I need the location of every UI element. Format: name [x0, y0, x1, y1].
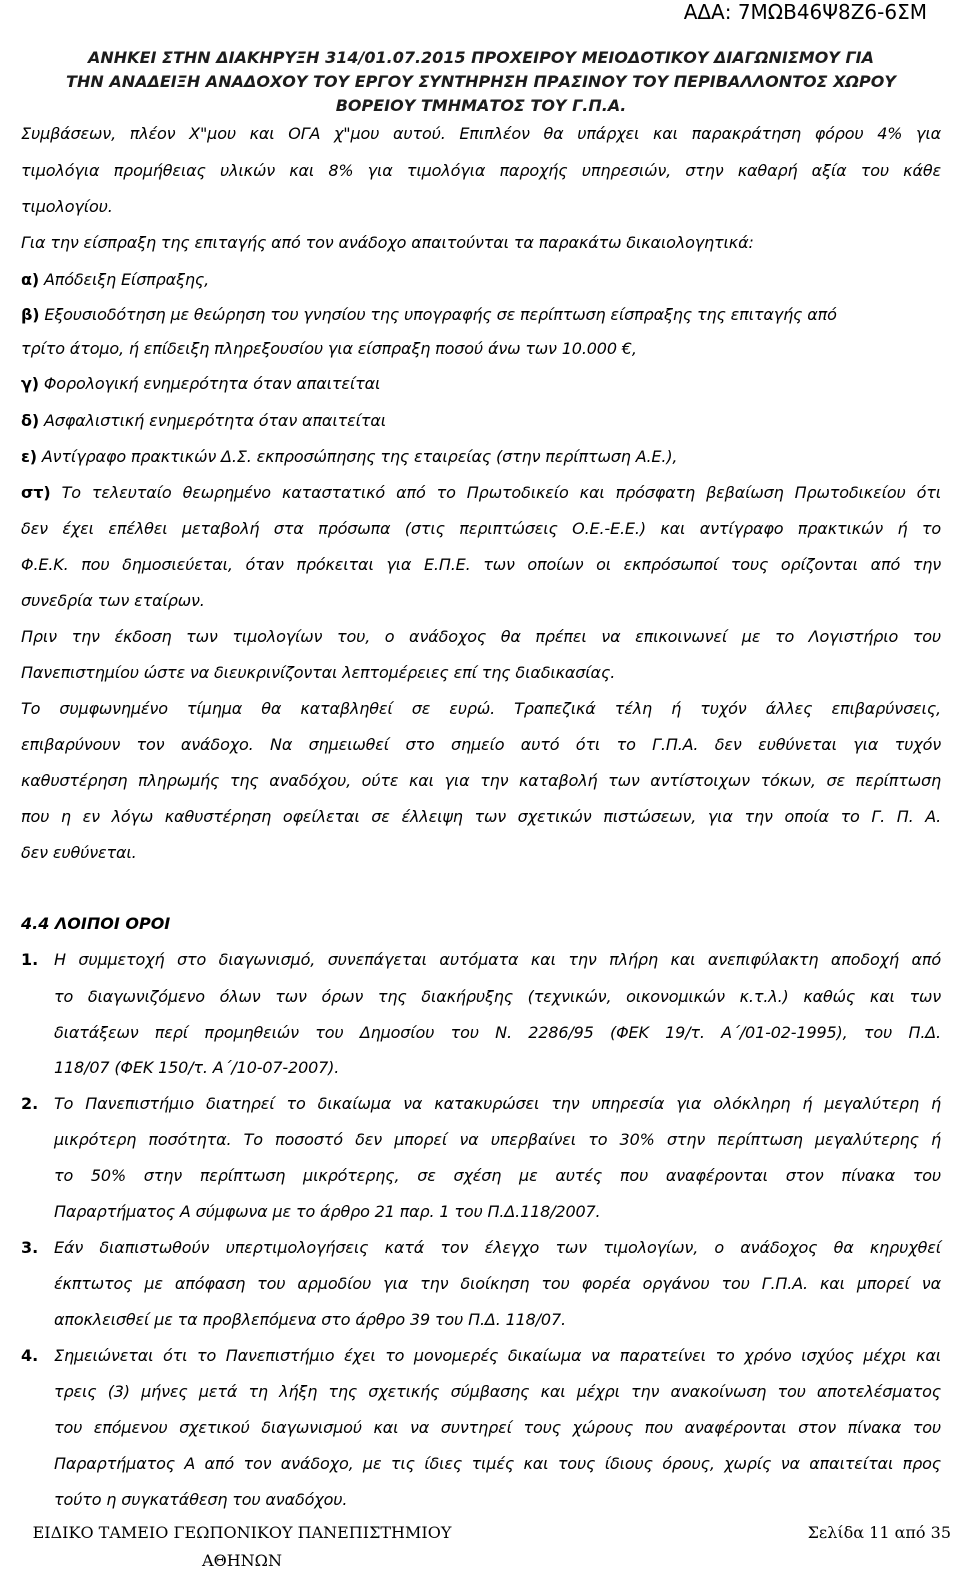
item-line: του επόμενου σχετικού διαγωνισμού και να συντηρεί τους χώρους που αναφέρονται στον πίνακα του [54, 1418, 941, 1437]
header-line-1: ΑΝΗΚΕΙ ΣΤΗΝ ΔΙΑΚΗΡΥΞΗ 314/01.07.2015 ΠΡΟΧΕΙΡΟΥ ΜΕΙΟΔΟΤΙΚΟΥ ΔΙΑΓΩΝΙΣΜΟΥ ΓΙΑ [88, 48, 874, 67]
requirement-label: ε) [21, 447, 37, 466]
header-line-3: ΒΟΡΕΙΟΥ ΤΜΗΜΑΤΟΣ ΤΟΥ Γ.Π.Α. [335, 96, 627, 115]
body-line: δεν ευθύνεται. [21, 843, 137, 862]
item-number: 3. [21, 1238, 39, 1257]
requirement-label: δ) [21, 411, 40, 430]
requirement-st-cont: δεν έχει επέλθει μεταβολή στα πρόσωπα (στις περιπτώσεις Ο.Ε.-Ε.Ε.) και αντίγραφο πρακτικών ή το [21, 519, 941, 538]
body-line: που η εν λόγω καθυστέρηση οφείλεται σε έλλειψη των σχετικών πιστώσεων, για την οποία το Γ. Π. Α. [21, 807, 941, 826]
body-line: επιβαρύνουν τον ανάδοχο. Να σημειωθεί στο σημείο αυτό ότι το Γ.Π.Α. δεν ευθύνεται για τυχόν [21, 735, 941, 754]
requirement-text: Το τελευταίο θεωρημένο καταστατικό από το Πρωτοδικείο και πρόσφατη βεβαίωση Πρωτοδικείου ότι [50, 483, 941, 502]
item-line: έκπτωτος με απόφαση του αρμοδίου για την διοίκηση του φορέα οργάνου του Γ.Π.Α. και μπορεί να [54, 1274, 941, 1293]
requirement-text: Αντίγραφο πρακτικών Δ.Σ. εκπροσώπησης της εταιρείας (στην περίπτωση Α.Ε.), [36, 447, 678, 466]
item-line: Σημειώνεται ότι το Πανεπιστήμιο έχει το μονομερές δικαίωμα να παρατείνει το χρόνο ισχύος μέχρι και [54, 1346, 941, 1365]
item-number: 1. [21, 950, 39, 969]
item-number: 4. [21, 1346, 39, 1365]
body-line: καθυστέρηση πληρωμής της αναδόχου, ούτε και για την καταβολή των αντίστοιχων τόκων, σε περίπτωση [21, 771, 941, 790]
item-line: Παραρτήματος Α σύμφωνα με το άρθρο 21 παρ. 1 του Π.Δ.118/2007. [54, 1202, 601, 1221]
footer-institution [22, 1519, 462, 1575]
requirement-b-cont: τρίτο άτομο, ή επίδειξη πληρεξουσίου για είσπραξη ποσού άνω των 10.000 €, [21, 339, 637, 358]
requirement-label: στ) [21, 483, 51, 502]
body-line: Συμβάσεων, πλέον Χ"μου και ΟΓΑ χ"μου αυτού. Επιπλέον θα υπάρχει και παρακράτηση φόρου 4% για [21, 124, 941, 143]
item-line: Η συμμετοχή στο διαγωνισμό, συνεπάγεται αυτόματα και την πλήρη και ανεπιφύλακτη αποδοχή από [54, 950, 941, 969]
body-line: Το συμφωνημένο τίμημα θα καταβληθεί σε ευρώ. Τραπεζικά τέλη ή τυχόν άλλες επιβαρύνσεις, [21, 699, 941, 718]
item-line: Παραρτήματος Α από τον ανάδοχο, με τις ίδιες τιμές και τους ίδιους όρους, χωρίς να απαιτείται προς [54, 1454, 941, 1473]
requirement-d [21, 403, 941, 438]
item-line: τούτο η συγκατάθεση του αναδόχου. [54, 1490, 348, 1509]
item-line: Εάν διαπιστωθούν υπερτιμολογήσεις κατά τον έλεγχο των τιμολογίων, ο ανάδοχος θα κηρυχθεί [54, 1238, 941, 1257]
requirement-text: Ασφαλιστική ενημερότητα όταν απαιτείται [39, 411, 386, 430]
section-heading: 4.4 ΛΟΙΠΟΙ ΟΡΟΙ [21, 914, 171, 933]
document-header [16, 46, 946, 118]
body-line: Πανεπιστημίου ώστε να διευκρινίζονται λεπτομέρειες επί της διαδικασίας. [21, 663, 616, 682]
body-line: Πριν την έκδοση των τιμολογίων του, ο ανάδοχος θα πρέπει να επικοινωνεί με το Λογιστήριο του [21, 627, 941, 646]
item-line: το 50% στην περίπτωση μικρότερης, σε σχέση με αυτές που αναφέρονται στον πίνακα του [54, 1166, 941, 1185]
body-line: τιμολογίου. [21, 197, 113, 216]
requirement-label: γ) [21, 374, 39, 393]
requirement-a [21, 262, 941, 297]
item-line: 118/07 (ΦΕΚ 150/τ. Α΄/10-07-2007). [54, 1058, 340, 1077]
footer-institution-line: ΕΙΔΙΚΟ ΤΑΜΕΙΟ ΓΕΩΠΟΝΙΚΟΥ ΠΑΝΕΠΙΣΤΗΜΙΟΥ [32, 1523, 452, 1542]
requirement-text: Απόδειξη Είσπραξης, [39, 270, 210, 289]
requirement-text: Φορολογική ενημερότητα όταν απαιτείται [38, 374, 381, 393]
requirement-e [21, 439, 941, 474]
header-line-2: ΤΗΝ ΑΝΑΔΕΙΞΗ ΑΝΑΔΟΧΟΥ ΤΟΥ ΕΡΓΟΥ ΣΥΝΤΗΡΗΣΗ ΠΡΑΣΙΝΟΥ ΤΟΥ ΠΕΡΙΒΑΛΛΟΝΤΟΣ ΧΩΡΟΥ [66, 72, 896, 91]
page-number: Σελίδα 11 από 35 [807, 1523, 951, 1542]
requirement-label: α) [21, 270, 40, 289]
item-line: το διαγωνιζόμενο όλων των όρων της διακήρυξης (τεχνικών, οικονομικών κ.τ.λ.) καθώς και των [54, 987, 941, 1006]
requirement-st [21, 475, 941, 510]
requirement-text: Εξουσιοδότηση με θεώρηση του γνησίου της υπογραφής σε περίπτωση είσπραξης της επιταγής από [39, 305, 837, 324]
footer-institution-line: ΑΘΗΝΩΝ [202, 1551, 282, 1570]
requirement-label: β) [21, 305, 40, 324]
item-line: μικρότερη ποσότητα. Το ποσοστό δεν μπορεί να υπερβαίνει το 30% στην περίπτωση μεγαλύτερης ή [54, 1130, 941, 1149]
requirement-b [21, 297, 941, 332]
ada-identifier: ΑΔΑ: 7ΜΩΒ46Ψ8Ζ6-6ΣΜ [683, 0, 927, 24]
requirement-st-cont: Φ.Ε.Κ. που δημοσιεύεται, όταν πρόκειται για Ε.Π.Ε. των οποίων οι εκπρόσωποί τους ορίζονται από την [21, 555, 941, 574]
item-line: Το Πανεπιστήμιο διατηρεί το δικαίωμα να κατακυρώσει την υπηρεσία για ολόκληρη ή μεγαλύτερη ή [54, 1094, 941, 1113]
body-line: Για την είσπραξη της επιταγής από τον ανάδοχο απαιτούνται τα παρακάτω δικαιολογητικά: [21, 233, 754, 252]
item-number: 2. [21, 1094, 39, 1113]
item-line: τρεις (3) μήνες μετά τη λήξη της σχετικής σύμβασης και μέχρι την ανακοίνωση του αποτελέσματος [54, 1382, 941, 1401]
item-line: αποκλεισθεί με τα προβλεπόμενα στο άρθρο 39 του Π.Δ. 118/07. [54, 1310, 566, 1329]
requirement-c [21, 366, 941, 401]
item-line: διατάξεων περί προμηθειών του Δημοσίου του Ν. 2286/95 (ΦΕΚ 19/τ. Α΄/01-02-1995), του Π.Δ. [54, 1023, 941, 1042]
requirement-st-cont: συνεδρία των εταίρων. [21, 591, 205, 610]
body-line: τιμολόγια προμήθειας υλικών και 8% για τιμολόγια παροχής υπηρεσιών, στην καθαρή αξία του κάθε [21, 161, 941, 180]
